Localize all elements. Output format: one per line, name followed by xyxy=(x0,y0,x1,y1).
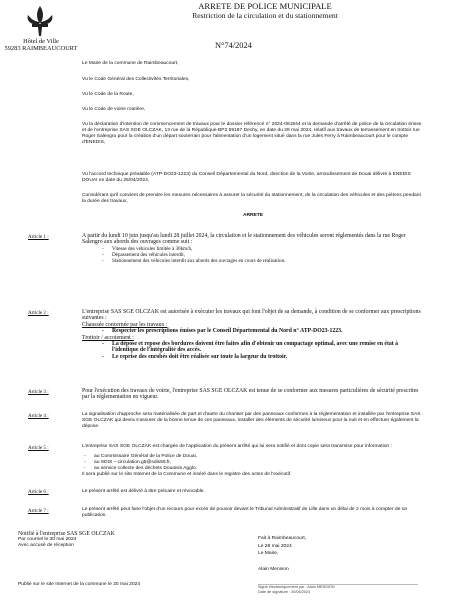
article-5-recipient: - au service collecte des déchets Douaisis Agglo. xyxy=(94,466,424,472)
article-1-body xyxy=(82,233,424,264)
article-1-bullet: - Vitesse des véhicules limitée à 30km/h, xyxy=(112,246,424,252)
signature-place: Fait à Raimbeaucourt, xyxy=(258,536,307,541)
article-7-label: Article 7 : xyxy=(28,508,49,514)
preamble-maire: Le Maire de la commune de Raimbeaucourt, xyxy=(82,61,179,66)
e-sign-date: Date de signature : 30/05/2024 xyxy=(258,589,311,594)
article-1-bullet: - Dépassement des véhicules interdit, xyxy=(112,252,424,258)
article-7-text: Le présent arrêté peut faire l'objet d'un recours pour excès de pouvoir devant le Tribunal Administratif de Lille dans un délai de 2 mois à compter de sa publication. xyxy=(82,507,407,519)
article-5-publication: Il sera publié sur le site Internet de la Commune et inséré dans le registre des actes de l'exécutif. xyxy=(82,472,292,478)
notification-line1: Notifié à l'entreprise SAS SGE OLCZAK xyxy=(18,531,115,537)
document-subtitle: Restriction de la circulation et du stationnement xyxy=(192,11,338,20)
article-6-label: Article 6 : xyxy=(28,489,49,495)
notification-line2: Par courriel le 30 mai 2024 xyxy=(18,537,77,543)
article-5-recipient: - au SDIS – circulation.g5@sdis59.fr, xyxy=(94,460,424,466)
article-2-label: Article 2 : xyxy=(28,310,49,316)
article-5-recipients xyxy=(82,454,424,472)
article-1-label: Article 1 : xyxy=(28,234,49,240)
article-2-trottoir-list xyxy=(82,341,424,360)
preamble-cgct: Vu le Code Général des Collectivités Territoriales, xyxy=(82,77,190,82)
arrete-heading: ARRETE xyxy=(242,213,264,218)
mairie-address xyxy=(0,38,82,53)
article-2-trottoir-title: Trottoir / accotement : xyxy=(82,334,134,341)
signature-block xyxy=(258,535,428,573)
article-2-chaussee-title: Chaussée concernée par les travaux : xyxy=(82,321,168,328)
article-3-label: Article 3 : xyxy=(28,389,49,395)
article-2-company: L'entreprise SAS SGE OLCZAK xyxy=(82,309,159,315)
preamble-code-route: Vu le Code de la Route, xyxy=(82,92,134,97)
arrete-number: N°74/2024 xyxy=(215,41,252,50)
article-6-text: Le présent arrêté est délivré à titre précaire et révocable. xyxy=(82,489,205,494)
mairie-line1: Hôtel de Ville xyxy=(23,38,59,45)
article-5-label: Article 5 : xyxy=(28,445,49,451)
document-header xyxy=(150,2,380,20)
article-4-text: La signalisation d'approche sera matérialisée de part et d'autre du chantier par des panneaux conformes à la réglementation et installée par l'entreprise SAS SGE OLCZAK qui devra s'assurer de la bonne tenue de ces panneaux, installer des éléments de sécurité lumineux pour la nuit et en effectuer également la dépose. xyxy=(82,412,421,430)
e-sign-signer: Signé électroniquement par : Alain MENSION xyxy=(258,585,335,589)
notification-line3: Avec accusé de réception xyxy=(18,543,74,549)
article-5-intro: L'entreprise SAS SGE OLCZAK est chargée de l'application du présent arrêté qui lui sera notifié et dont copie sera transmise pour information : xyxy=(82,444,392,449)
article-2-chaussee-item: - Respecter les prescriptions émises par le Conseil Départemental du Nord n° ATP-DO23-1223. xyxy=(112,328,424,334)
article-1-bullets xyxy=(82,246,424,265)
document-title: ARRETE DE POLICE MUNICIPALE xyxy=(198,1,332,11)
signature-name: Alain Mension xyxy=(258,566,289,572)
fleur-de-lis-crest-icon xyxy=(20,4,60,38)
preamble-code-voirie: Vu le Code de voirie routière, xyxy=(82,107,146,112)
article-2-intro xyxy=(82,309,424,322)
article-1-text: A partir du lundi 10 juin jusqu'au lundi 28 juillet 2024, la circulation et le stationnement des véhicules seront réglementés dans la rue Roger Salengro aux abords des ouvrages comme suit : xyxy=(82,233,406,246)
signature-date: Le 28 mai 2024 xyxy=(258,543,292,549)
electronic-signature xyxy=(258,585,428,594)
signature-role: Le Maire, xyxy=(258,551,279,557)
article-5-body xyxy=(82,444,424,478)
preamble-accord-technique: Vu l'accord technique préalable (ATP-DO23-1223) du Conseil Départemental du Nord, direction de la Voirie, arrondissement de Douai délivré à ENEDIS DOUAI en date du 25/04/2024, xyxy=(82,172,411,184)
notification-block xyxy=(18,531,208,549)
article-3-text: Pour l'exécution des travaux de voirie, l'entreprise SAS SGE OLCZAK est tenue de se conformer aux mesures particulières de sécurité prescrites par la réglementation en vigueur. xyxy=(82,388,419,401)
article-4-label: Article 4 : xyxy=(28,413,49,419)
mairie-line2: 59283 RAIMBEAUCOURT xyxy=(4,45,78,53)
preamble-declaration: Vu la déclaration d'intention de commencement de travaux pour le dossier référencé n° 2024-081944 et la demande d'arrêté de police de la circulation émise et de l'entreprise SAS SGE OLCZAK, 13 rue de la République-BP2 59187 Dechy, en date du 28 mai 2024, relatif aux travaux de terrassement en trottoir rue Roger Salengro pour la création d'un départ souterrain pour l'alimentation d'un logement situé dans la rue Jules Ferry à Raimbeaucourt pour le compte d'ENEDIS, xyxy=(82,122,422,146)
article-1-bullet: - Stationnement des véhicules interdit aux abords des ouvrages en cours de réalisation. xyxy=(112,258,424,264)
article-2-trottoir-item: - La dépose et repose des bordures doivent être faites afin d'obtenir un compactage optimal, avec une remise en état à l'identique de l'intégralité des accès. xyxy=(112,341,424,354)
publication-footer: Publié sur le site Internet de la commune le 30 mai 2024 xyxy=(18,582,141,587)
article-2-chaussee-list xyxy=(82,328,424,334)
article-2-trottoir-item: - Le reprise des enrobés doit être réalisée sur toute la largeur du trottoir. xyxy=(112,354,424,360)
article-2-authorization: est autorisée à exécuter les travaux qui font l'objet de sa demande, à condition de se conformer aux prescriptions suivantes : xyxy=(82,309,421,322)
article-2-body xyxy=(82,309,424,360)
article-5-recipient: - au Commissaire Général de la Police de Douai, xyxy=(94,454,424,460)
preamble-considerant: Considérant qu'il convient de prendre les mesures nécessaires à assurer la sécurité du stationnement, de la circulation des véhicules et des piétons pendant la durée des travaux, xyxy=(82,193,421,205)
